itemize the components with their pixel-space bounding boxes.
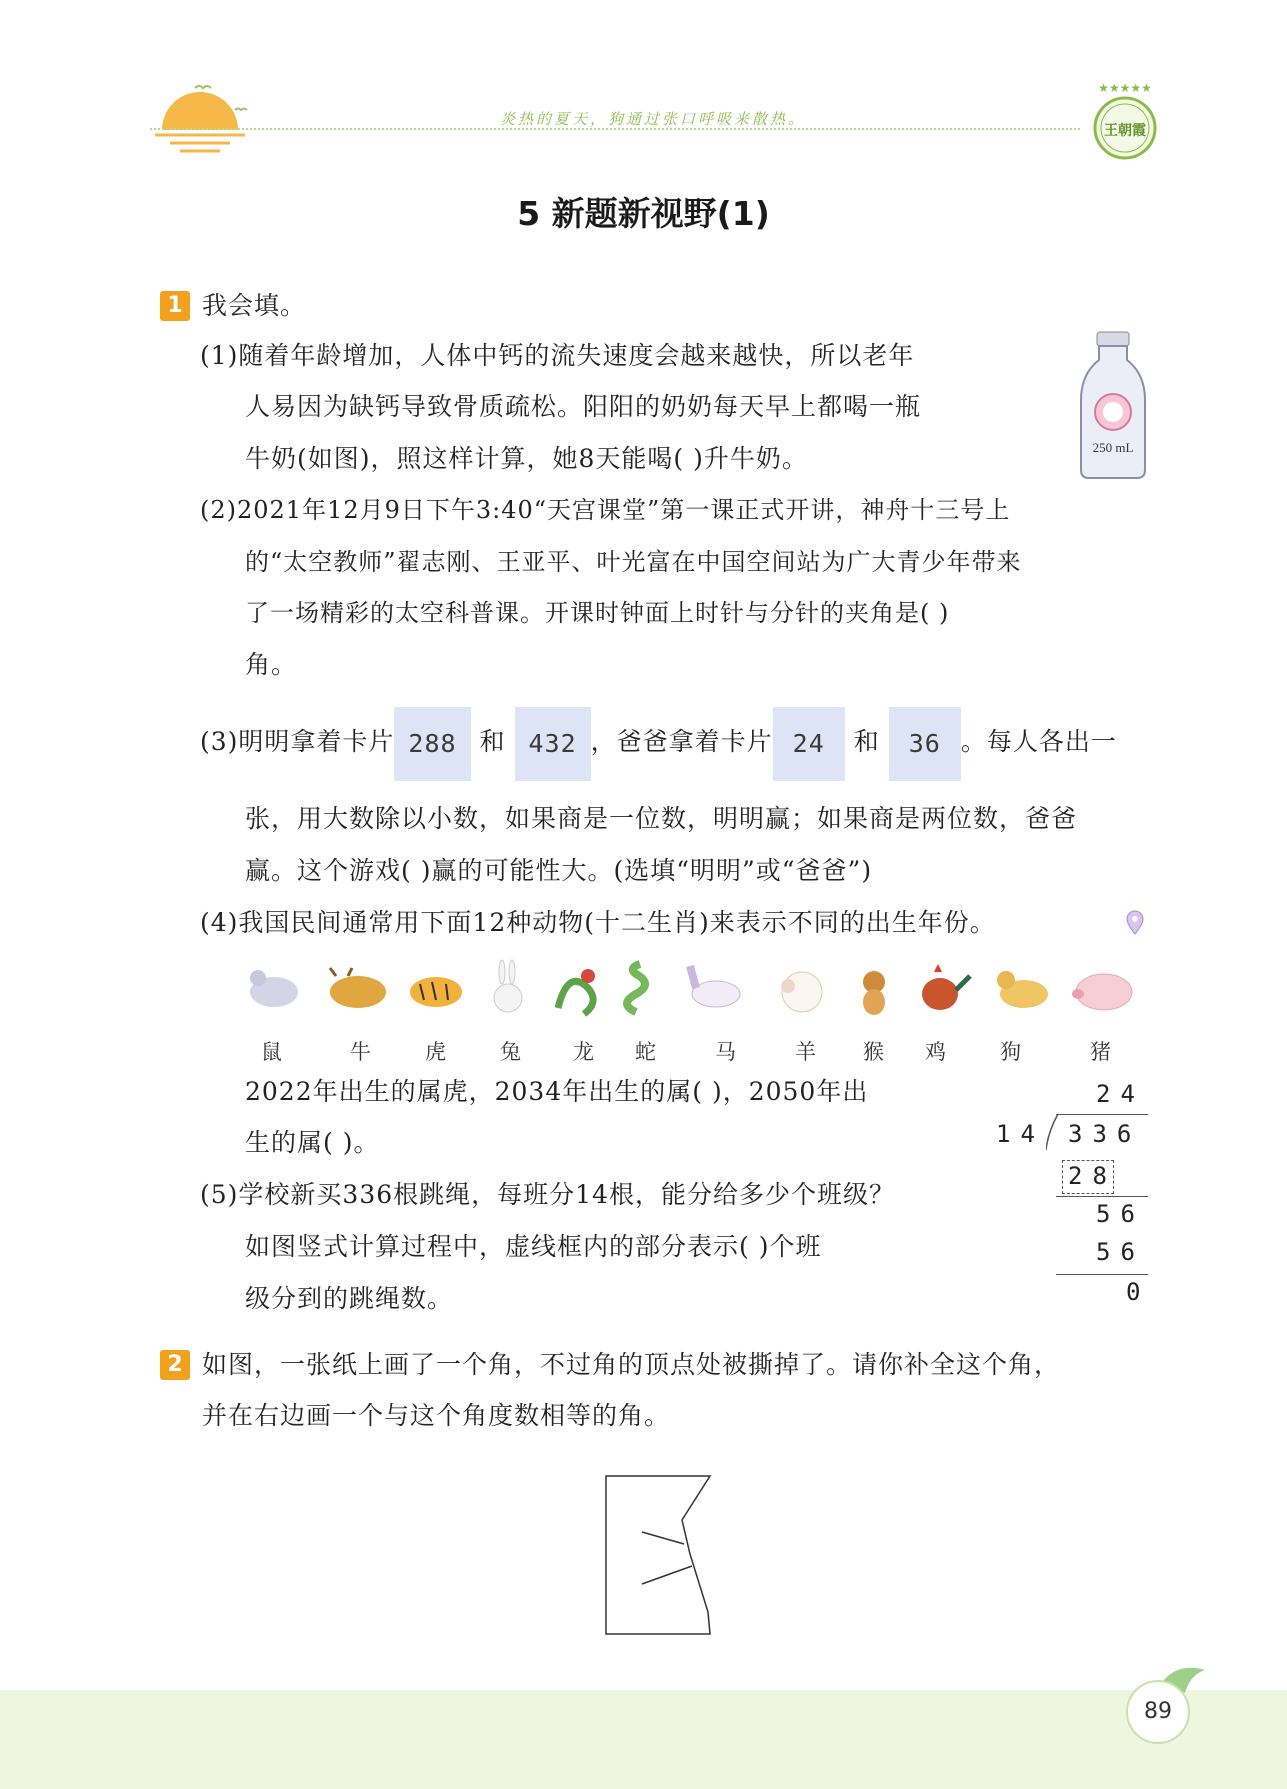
zodiac-label-snake: 蛇 xyxy=(635,1040,656,1064)
q1-part3-suffix: 。每人各出一 xyxy=(960,727,1117,756)
question-number-1: 1 xyxy=(160,291,190,321)
division-step1: 28 xyxy=(1068,1162,1117,1190)
sun-icon xyxy=(150,80,260,159)
tiger-icon xyxy=(410,977,462,1007)
zodiac-label-rooster: 鸡 xyxy=(925,1040,946,1064)
card-288: 288 xyxy=(394,707,470,781)
card-24: 24 xyxy=(773,707,845,781)
dog-icon xyxy=(997,971,1048,1008)
zodiac-label-pig: 猪 xyxy=(1090,1040,1111,1064)
division-divisor: 14 xyxy=(996,1120,1045,1148)
zodiac-animals-row xyxy=(240,958,1140,1018)
zodiac-label-ox: 牛 xyxy=(350,1040,371,1064)
q1-part3-and1: 和 xyxy=(479,727,506,756)
page-number: 89 xyxy=(1126,1680,1190,1744)
rooster-icon xyxy=(922,964,970,1010)
zodiac-label-rat: 鼠 xyxy=(261,1040,282,1064)
pig-icon xyxy=(1072,974,1132,1010)
q2-line2: 并在右边画一个与这个角度数相等的角。 xyxy=(202,1401,671,1430)
monkey-icon xyxy=(863,971,885,1015)
division-step2: 56 xyxy=(1096,1200,1145,1228)
q1-part2-line2: 的“太空教师”翟志刚、王亚平、叶光富在中国空间站为广大青少年带来 xyxy=(245,548,1022,576)
zodiac-label-sheep: 羊 xyxy=(795,1040,816,1064)
division-line-1 xyxy=(1056,1196,1148,1197)
q1-part5-line3: 级分到的跳绳数。 xyxy=(245,1284,454,1313)
q1-part2-line1: (2)2021年12月9日下午3:40“天宫课堂”第一课正式开讲，神舟十三号上 xyxy=(200,496,1011,524)
question-1-heading: 我会填。 xyxy=(202,291,307,320)
svg-text:250 mL: 250 mL xyxy=(1092,440,1134,455)
zodiac-label-rabbit: 兔 xyxy=(500,1040,521,1064)
footer-band xyxy=(0,1690,1287,1789)
division-quotient: 24 xyxy=(1096,1080,1145,1108)
q1-part3-line1 xyxy=(200,705,1117,781)
q1-part1-line3: 牛奶(如图)，照这样计算，她8天能喝( )升牛奶。 xyxy=(245,444,808,473)
zodiac-label-dragon: 龙 xyxy=(573,1040,594,1064)
zodiac-label-monkey: 猴 xyxy=(863,1040,884,1064)
location-pin-icon xyxy=(1125,910,1145,940)
card-432: 432 xyxy=(515,707,591,781)
q1-part5-line1: (5)学校新买336根跳绳，每班分14根，能分给多少个班级？ xyxy=(200,1180,895,1209)
horse-icon xyxy=(690,966,740,1007)
q1-part5-line2: 如图竖式计算过程中，虚线框内的部分表示( )个班 xyxy=(245,1232,822,1261)
division-step3: 56 xyxy=(1096,1238,1145,1266)
q1-part3-line3: 赢。这个游戏( )赢的可能性大。(选填“明明”或“爸爸”) xyxy=(245,856,873,885)
badge-logo xyxy=(1085,80,1165,169)
q1-part4-line1: (4)我国民间通常用下面12种动物(十二生肖)来表示不同的出生年份。 xyxy=(200,908,996,937)
card-36: 36 xyxy=(889,707,961,781)
q1-part2-line4: 角。 xyxy=(245,650,298,679)
snake-icon xyxy=(627,964,645,1012)
q1-part1-line2: 人易因为缺钙导致骨质疏松。阳阳的奶奶每天早上都喝一瓶 xyxy=(245,392,922,421)
q1-part3-middle: ，爸爸拿着卡片 xyxy=(590,727,773,756)
q2-line1: 如图，一张纸上画了一个角，不过角的顶点处被撕掉了。请你补全这个角， xyxy=(202,1350,1061,1379)
badge-text: 王朝霞 xyxy=(1104,123,1146,139)
division-line-2 xyxy=(1056,1274,1148,1275)
zodiac-label-horse: 马 xyxy=(715,1040,736,1064)
zodiac-label-tiger: 虎 xyxy=(425,1040,446,1064)
q1-part3-prefix: (3)明明拿着卡片 xyxy=(200,727,395,756)
q1-part1-line1: (1)随着年龄增加，人体中钙的流失速度会越来越快，所以老年 xyxy=(200,341,915,370)
milk-bottle-image xyxy=(1075,330,1150,484)
header-tagline: 炎热的夏天，狗通过张口呼吸来散热。 xyxy=(500,110,807,128)
division-top-line xyxy=(1056,1114,1148,1115)
page-title: 5 新题新视野(1) xyxy=(517,194,770,233)
rat-icon xyxy=(250,970,298,1007)
long-division xyxy=(990,1078,1160,1318)
q1-part4-line2: 2022年出生的属虎，2034年出生的属( )，2050年出 xyxy=(245,1077,869,1106)
division-dividend: 336 xyxy=(1068,1120,1142,1148)
zodiac-label-dog: 狗 xyxy=(1000,1040,1021,1064)
division-remainder: 0 xyxy=(1126,1278,1151,1306)
q1-part2-line3: 了一场精彩的太空科普课。开课时钟面上时针与分针的夹角是( ) xyxy=(245,599,950,627)
torn-paper-angle-figure xyxy=(600,1470,720,1644)
dragon-icon xyxy=(558,969,595,1014)
q1-part3-line2: 张，用大数除以小数，如果商是一位数，明明赢；如果商是两位数，爸爸 xyxy=(245,804,1078,833)
svg-text:★★★★★: ★★★★★ xyxy=(1098,81,1152,95)
division-bracket xyxy=(1046,1114,1060,1154)
ox-icon xyxy=(330,968,386,1008)
q1-part3-and2: 和 xyxy=(853,727,880,756)
rabbit-icon xyxy=(494,960,522,1012)
question-number-2: 2 xyxy=(160,1350,190,1380)
q1-part4-line3: 生的属( )。 xyxy=(245,1128,380,1157)
sheep-icon xyxy=(781,972,822,1012)
